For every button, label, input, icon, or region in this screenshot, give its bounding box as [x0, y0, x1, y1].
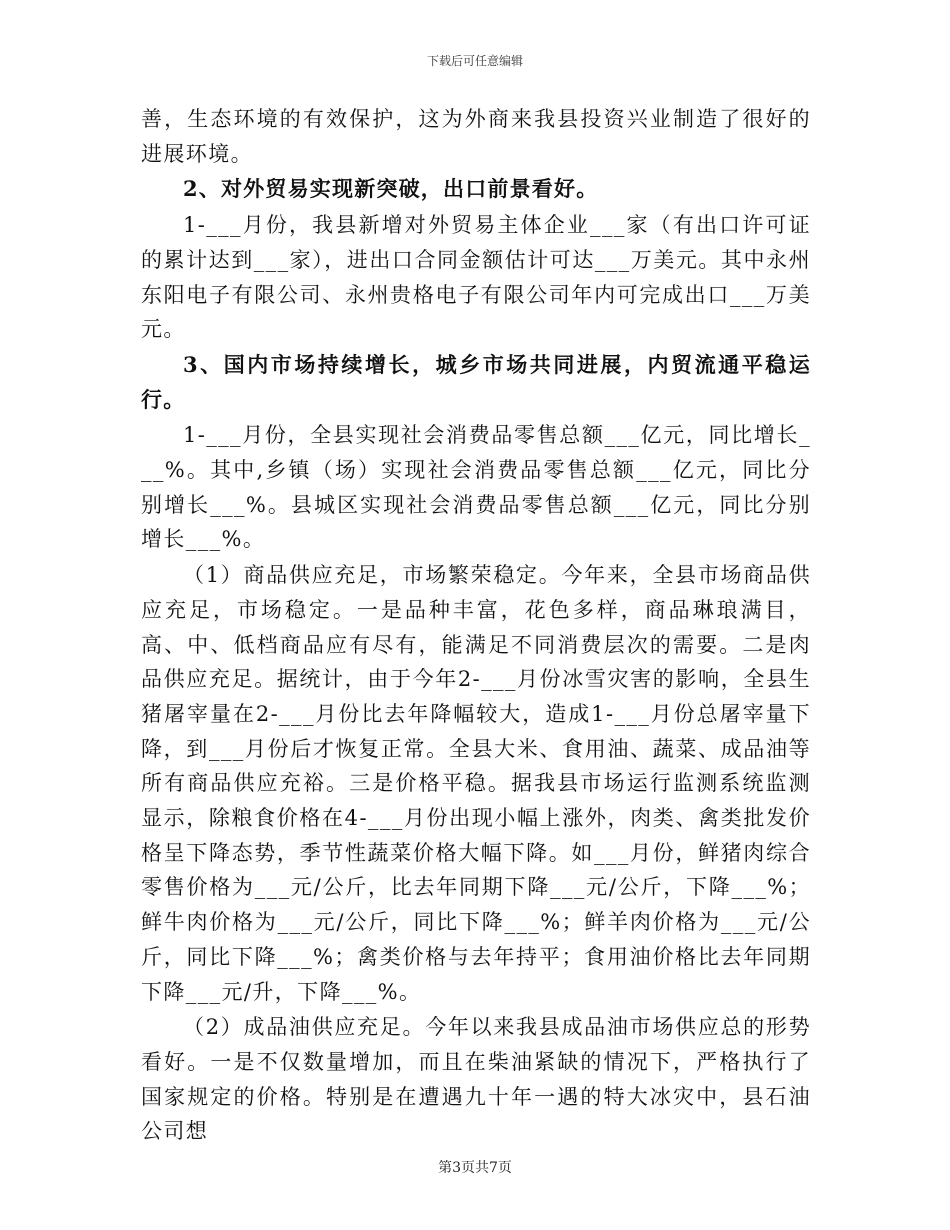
page-header: 下载后可任意编辑 — [426, 54, 523, 68]
footer-current-page: 3 — [452, 1160, 461, 1176]
paragraph-retail-sales: 1-___月份，全县实现社会消费品零售总额___亿元，同比增长___%。其中,乡镇（场）实现社会消费品零售总额___亿元，同比分别增长___%。县城区实现社会消费品零售总额___亿元，同比分别增长___%。 — [141, 423, 811, 552]
footer-middle: 页共 — [461, 1160, 489, 1176]
footer-total-pages: 7 — [489, 1160, 498, 1176]
document-body — [141, 102, 811, 1149]
section-heading-3: 3、国内市场持续增长，城乡市场共同进展，内贸流通平稳运行。 — [141, 351, 811, 412]
paragraph-foreign-trade: 1-___月份，我县新增对外贸易主体企业___家（有出口许可证的累计达到___家），进出口合同金额估计可达___万美元。其中永州东阳电子有限公司、永州贵格电子有限公司年内可完成出口___万美元。 — [141, 213, 811, 342]
footer-prefix: 第 — [438, 1160, 453, 1176]
section-heading-2: 2、对外贸易实现新突破，出口前景看好。 — [183, 176, 599, 202]
footer-suffix: 页 — [497, 1160, 512, 1176]
paragraph-continuation: 善，生态环境的有效保护，这为外商来我县投资兴业制造了很好的进展环境。 — [141, 107, 811, 166]
page-footer — [0, 1159, 950, 1177]
paragraph-goods-supply: （1）商品供应充足，市场繁荣稳定。今年来，全县市场商品供应充足，市场稳定。一是品种丰富，花色多样，商品琳琅满目，高、中、低档商品应有尽有，能满足不同消费层次的需要。二是肉品供应充足。据统计，由于今年2-___月份冰雪灾害的影响，全县生猪屠宰量在2-___月份比去年降幅较大，造成1-___月份总屠宰量下降，到___月份后才恢复正常。全县大米、食用油、蔬菜、成品油等所有商品供应充裕。三是价格平稳。据我县市场运行监测系统监测显示，除粮食价格在4-___月份出现小幅上涨外，肉类、禽类批发价格呈下降态势，季节性蔬菜价格大幅下降。如___月份，鲜猪肉综合零售价格为___元/公斤，比去年同期下降___元/公斤，下降___%；鲜牛肉价格为___元/公斤，同比下降___%；鲜羊肉价格为___元/公斤，同比下降___%；禽类价格与去年持平；食用油价格比去年同期下降___元/升，下降___%。 — [141, 563, 811, 1004]
paragraph-oil-supply: （2）成品油供应充足。今年以来我县成品油市场供应总的形势看好。一是不仅数量增加，而且在柴油紧缺的情况下，严格执行了国家规定的价格。特别是在遭遇九十年一遇的特大冰灾中，县石油公司想 — [141, 1015, 811, 1144]
